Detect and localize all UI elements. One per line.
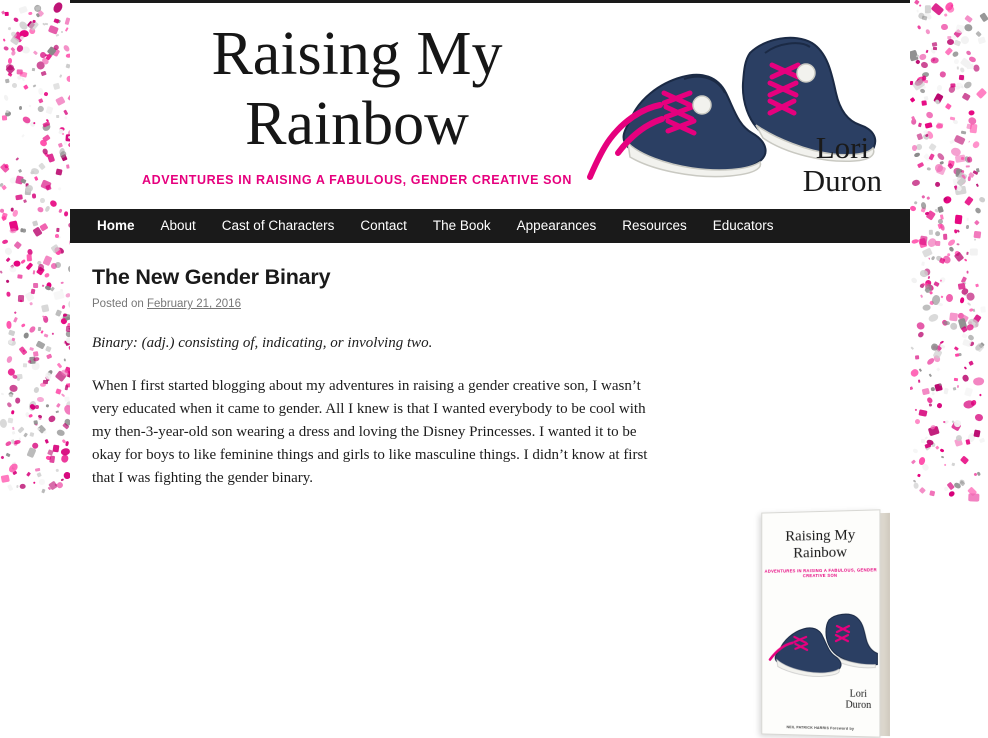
nav-item-about[interactable]: About [160,218,196,233]
site-content-wrapper [70,0,910,731]
book-sneakers-illustration [766,604,877,683]
nav-item-contact[interactable]: Contact [360,218,407,233]
blog-post [92,265,652,490]
site-header [70,0,910,209]
decorative-confetti-border-left [0,0,70,493]
decorative-confetti-border-right [910,0,980,493]
post-date-link[interactable]: February 21, 2016 [147,298,241,310]
author-first-name: Lori [815,130,870,165]
site-title[interactable] [142,19,572,159]
book-front-cover [761,509,880,737]
post-paragraph-definition: Binary: (adj.) consisting of, indicating, or involving two. [92,335,433,351]
author-name [803,131,882,197]
nav-item-educators[interactable]: Educators [712,218,774,233]
post-paragraph-1: When I first started blogging about my adventures in raising a gender creative son, I wasn’t very educated when it came to gender. All I knew is that I wanted everybody to be cool with my then-3-year-old son wearing a dress and loving the Disney Princesses. I wanted it to be okay for boys to like feminine things and girls to like masculine things. I didn’t know at first that I was fighting the gender binary. [92,378,648,486]
primary-navigation [70,209,910,243]
book-title-line-1: Raising My [785,527,856,545]
author-last-name: Duron [802,163,882,198]
main-content [70,243,910,731]
site-title-line-2: Rainbow [245,90,469,158]
book-title [762,527,879,563]
book-credits: NEIL PATRICK HARRIS Foreword by [786,725,855,731]
book-tagline: ADVENTURES IN RAISING A FABULOUS, GENDER CREATIVE SON [764,567,877,579]
nav-item-cast-of-characters[interactable]: Cast of Characters [221,218,335,233]
site-title-line-1: Raising My [211,20,503,88]
post-title[interactable]: The New Gender Binary [92,265,331,289]
site-tagline: ADVENTURES IN RAISING A FABULOUS, GENDER CREATIVE SON [142,173,572,187]
book-title-line-2: Rainbow [793,544,848,562]
post-meta [92,298,652,310]
post-body [92,332,652,490]
post-meta-prefix: Posted on [92,298,144,310]
nav-item-resources[interactable]: Resources [622,218,687,233]
book-author-last: Duron [845,699,872,712]
nav-item-the-book[interactable]: The Book [432,218,491,233]
book-author-name [845,688,871,711]
book-author-first: Lori [849,688,868,700]
nav-item-home[interactable]: Home [97,218,135,233]
book-cover-image[interactable] [752,511,890,736]
nav-item-appearances[interactable]: Appearances [516,218,597,233]
